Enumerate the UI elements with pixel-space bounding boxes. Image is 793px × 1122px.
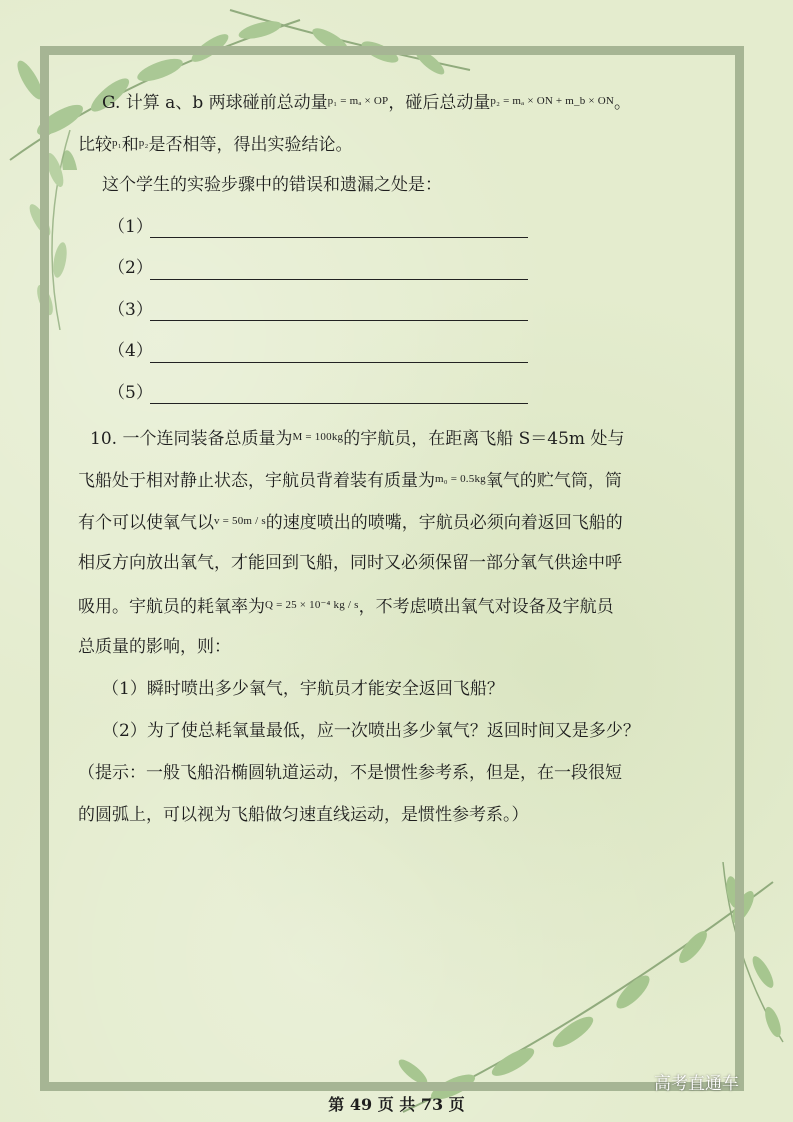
sub-question-2: （2）为了使总耗氧量最低，应一次喷出多少氧气？返回时间又是多少？ [102, 720, 640, 741]
formula-velocity: v = 50m / s [214, 514, 266, 527]
errors-intro-text: 这个学生的实验步骤中的错误和遗漏之处是： [102, 175, 442, 195]
q10-text: 有个可以使氧气以 [78, 512, 214, 533]
answer-blank-line[interactable] [150, 298, 528, 321]
q10-text: 的宇航员，在距离飞船 S＝45m 处与 [343, 428, 625, 449]
answer-blank-line[interactable] [150, 215, 528, 238]
q10-text: 飞船处于相对静止状态，宇航员背着装有质量为 [78, 470, 435, 491]
q10-text: 总质量的影响，则： [78, 636, 231, 657]
q10-line-3 [78, 500, 728, 542]
step-g-text: G. 计算 a、b 两球碰前总动量 [102, 93, 328, 113]
q10-text: 的速度喷出的喷嘴，宇航员必须向着返回飞船的 [265, 512, 623, 533]
errors-intro-line [78, 164, 728, 206]
answer-blank-row [78, 206, 728, 248]
answer-blanks [78, 206, 728, 414]
q10-text: 吸用。宇航员的耗氧率为 [78, 596, 265, 617]
compare-p1: p₁ [112, 137, 122, 149]
page-number-footer: 第 49 页 共 73 页 [328, 1095, 465, 1114]
watermark-text: 高考直通车 [654, 1074, 739, 1094]
compare-and: 和 [121, 135, 139, 155]
answer-blank-line[interactable] [150, 257, 528, 280]
formula-oxygen-mass: m₀ = 0.5kg [435, 472, 486, 485]
blank-label: （2） [108, 258, 153, 279]
q10-sub-1 [78, 668, 728, 710]
sub-question-1: （1）瞬时喷出多少氧气，宇航员才能安全返回飞船？ [102, 678, 504, 699]
q10-text: 氧气的贮气筒，筒 [485, 470, 622, 491]
compare-p2: p₂ [138, 137, 149, 149]
step-g-mid-text: ，碰后总动量 [388, 93, 491, 113]
answer-blank-line[interactable] [150, 340, 528, 363]
compare-line [78, 122, 728, 164]
formula-p2: p₂ = mₐ × ON + m_b × ON [490, 95, 615, 107]
blank-label: （5） [108, 382, 153, 403]
step-g-end: 。 [614, 93, 632, 113]
compare-pre: 比较 [78, 135, 112, 155]
question-10 [78, 416, 728, 836]
q10-line-6 [78, 626, 728, 668]
q10-line-5 [78, 584, 728, 626]
compare-post: 是否相等，得出实验结论。 [148, 135, 353, 155]
q10-hint-1 [78, 752, 728, 794]
q10-hint-2 [78, 794, 728, 836]
hint-text: 的圆弧上，可以视为飞船做匀速直线运动，是惯性参考系。） [78, 804, 529, 825]
q10-text: 相反方向放出氧气，才能回到飞船，同时又必须保留一部分氧气供途中呼 [78, 552, 622, 573]
answer-blank-row [78, 248, 728, 290]
formula-oxygen-rate: Q = 25 × 10⁻⁴ kg / s [265, 598, 359, 611]
q10-line-4 [78, 542, 728, 584]
q10-sub-2 [78, 710, 728, 752]
answer-blank-line[interactable] [150, 381, 528, 404]
blank-label: （4） [108, 341, 153, 362]
q10-line-2 [78, 458, 728, 500]
formula-mass: M = 100kg [292, 430, 344, 443]
step-g-line [78, 80, 728, 122]
q10-text: 10. 一个连同装备总质量为 [90, 428, 293, 449]
q10-line-1 [78, 416, 728, 458]
formula-p1: p₁ = mₐ × OP [327, 95, 389, 107]
hint-text: （提示：一般飞船沿椭圆轨道运动，不是惯性参考系，但是，在一段很短 [78, 762, 622, 783]
document-body [78, 80, 728, 836]
answer-blank-row [78, 331, 728, 373]
answer-blank-row [78, 372, 728, 414]
blank-label: （1） [108, 216, 153, 237]
blank-label: （3） [108, 299, 153, 320]
q10-text: ，不考虑喷出氧气对设备及宇航员 [358, 596, 614, 617]
answer-blank-row [78, 289, 728, 331]
